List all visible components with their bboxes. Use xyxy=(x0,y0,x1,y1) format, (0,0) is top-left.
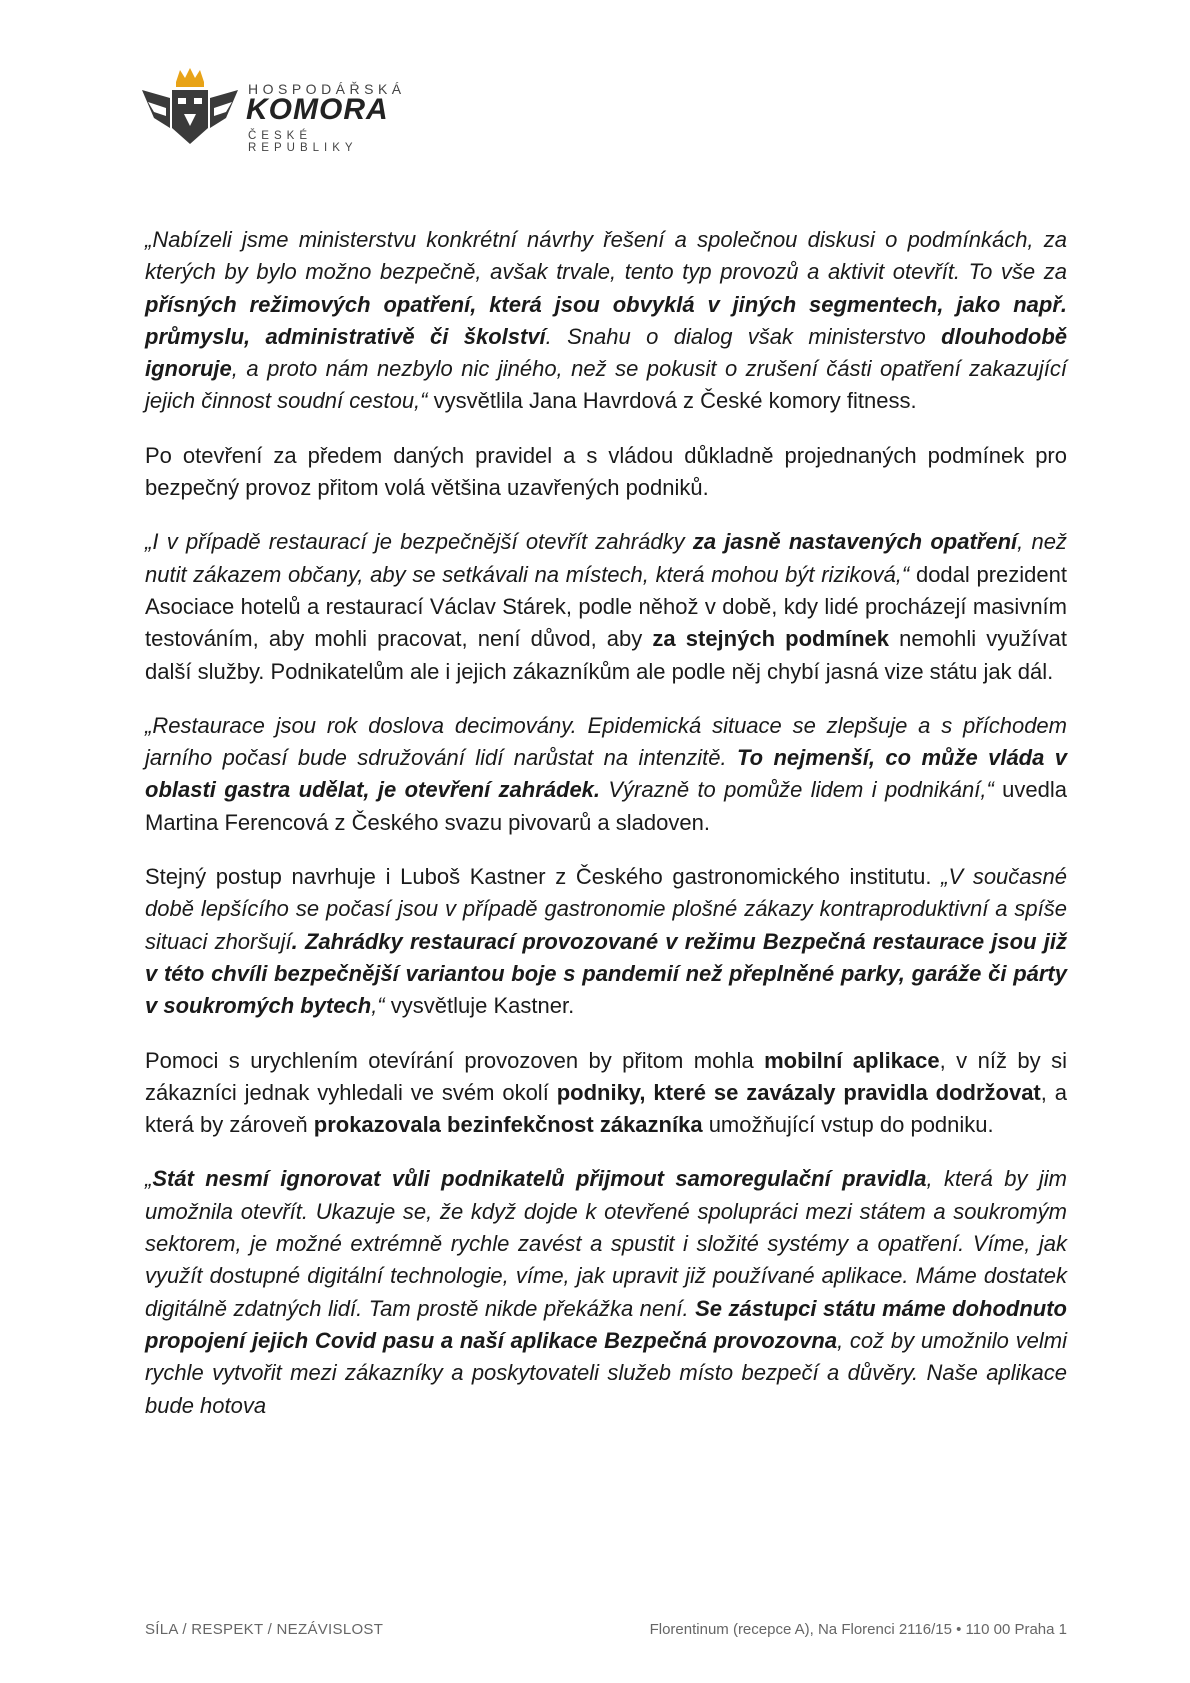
footer-address: Florentinum (recepce A), Na Florenci 2116/15 • 110 00 Praha 1 xyxy=(649,1621,1067,1638)
text-run: mobilní aplikace xyxy=(764,1047,940,1073)
paragraph xyxy=(145,1163,1067,1421)
text-run: vysvětluje Kastner. xyxy=(384,993,575,1019)
text-run: Po otevření za předem daných pravidel a s vládou důkladně projednaných podmínek pro bezpečný provoz přitom volá většina uzavřených podniků. xyxy=(145,442,1067,501)
text-run: , než nutit zákazem občany, aby se setkávali na místech, která mohou být riziková,“ xyxy=(145,529,1067,587)
text-run: „Restaurace jsou rok doslova decimovány. Epidemická situace se zlepšuje a s příchodem jarního počasí bude sdružování lidí narůstat na intenzitě. xyxy=(145,712,1067,771)
text-run: Stát nesmí ignorovat vůli podnikatelů přijmout samoregulační pravidla xyxy=(152,1166,927,1192)
text-run: podniky, které se zavázaly pravidla dodržovat xyxy=(556,1079,1041,1105)
paragraph xyxy=(145,710,1067,839)
paragraph xyxy=(145,526,1067,687)
text-run: . Snahu o dialog však ministerstvo xyxy=(545,323,942,349)
logo-text-line3: ČESKÉ REPUBLIKY xyxy=(248,130,358,154)
text-run: , která by jim umožnila otevřít. Ukazuje se, že když dojde k otevřené spolupráci mezi státem a soukromým sektorem, je možné extrémně rychle zavést a spustit i složité systémy a opatření. Víme, jak využít dostupné digitální technologie, víme, jak upravit již používané aplikace. Máme dostatek digitálně zdatných lidí. Tam prostě nikde překážka není. xyxy=(145,1166,1067,1321)
text-run: uvedla Martina Ferencová z Českého svazu pivovarů a sladoven. xyxy=(145,777,1067,835)
text-run: „Nabízeli jsme ministerstvu konkrétní návrhy řešení a společnou diskusi o podmínkách, za kterých by bylo možno bezpečně, avšak trvale, tento typ provozů a aktivit otevřít. To vše za xyxy=(145,227,1067,285)
logo-text-line1: HOSPODÁŘSKÁ xyxy=(248,81,406,97)
lion-crown-emblem-icon xyxy=(140,68,240,146)
text-run: . Zahrádky restaurací provozované v režimu Bezpečná restaurace jsou již v této chvíli bezpečnější variantou boje s pandemií než přeplněné parky, garáže či párty v soukromých bytech xyxy=(145,928,1067,1019)
footer-motto: SÍLA / RESPEKT / NEZÁVISLOST xyxy=(145,1621,384,1638)
text-run: , a která by zároveň xyxy=(145,1079,1067,1138)
paragraph xyxy=(145,861,1067,1022)
text-run: umožňující vstup do podniku. xyxy=(702,1112,994,1138)
text-run: za jasně nastavených opatření xyxy=(692,529,1018,555)
text-run: „V současné době lepšícího se počasí jsou v případě gastronomie plošné zákazy kontraproduktivní a spíše situaci zhoršují xyxy=(145,864,1067,954)
text-run: , v níž by si zákazníci jednak vyhledali ve svém okolí xyxy=(145,1047,1067,1105)
text-run: To nejmenší, co může vláda v oblasti gastra udělat, je otevření zahrádek. xyxy=(145,745,1067,803)
text-run: prokazovala bezinfekčnost zákazníka xyxy=(313,1112,703,1138)
text-run: za stejných podmínek xyxy=(652,626,890,652)
text-run: ,“ xyxy=(371,993,385,1019)
text-run: , což by umožnilo velmi rychle vytvořit mezi zákazníky a poskytovateli služeb místo bezpečí a důvěry. Naše aplikace bude hotova xyxy=(145,1327,1067,1418)
text-run: vysvětlila Jana Havrdová z České komory fitness. xyxy=(427,388,917,414)
paragraph xyxy=(145,440,1067,505)
text-run: „I v případě restaurací je bezpečnější otevřít zahrádky xyxy=(145,529,693,555)
text-run: „ xyxy=(145,1166,153,1192)
text-run: dodal prezident Asociace hotelů a restaurací Václav Stárek, podle něhož v době, kdy lidé procházejí masivním testováním, aby mohli pracovat, není důvod, aby xyxy=(145,561,1067,652)
paragraph xyxy=(145,224,1067,418)
text-run: , a proto nám nezbylo nic jiného, než se pokusit o zrušení části opatření zakazující jejich činnost soudní cestou,“ xyxy=(145,356,1067,414)
logo-text-line2: KOMORA xyxy=(246,93,389,126)
paragraph xyxy=(145,1045,1067,1142)
text-run: dlouhodobě ignoruje xyxy=(145,323,1067,382)
text-run: Se zástupci státu máme dohodnuto propojení jejich Covid pasu a naší aplikace Bezpečná provozovna xyxy=(145,1295,1067,1353)
text-run: Výrazně to pomůže lidem i podnikání,“ xyxy=(600,777,994,803)
text-run: Stejný postup navrhuje i Luboš Kastner z Českého gastronomického institutu. xyxy=(145,864,942,890)
chamber-logo xyxy=(140,68,410,154)
text-run: nemohli využívat další služby. Podnikatelům ale i jejich zákazníkům ale podle něj chybí jasná vize státu jak dál. xyxy=(145,626,1067,684)
text-run: Pomoci s urychlením otevírání provozoven by přitom mohla xyxy=(145,1047,765,1073)
text-run: přísných režimových opatření, která jsou obvyklá v jiných segmentech, jako např. průmyslu, administrativě či školství xyxy=(145,291,1067,349)
document-body xyxy=(145,224,1067,1444)
